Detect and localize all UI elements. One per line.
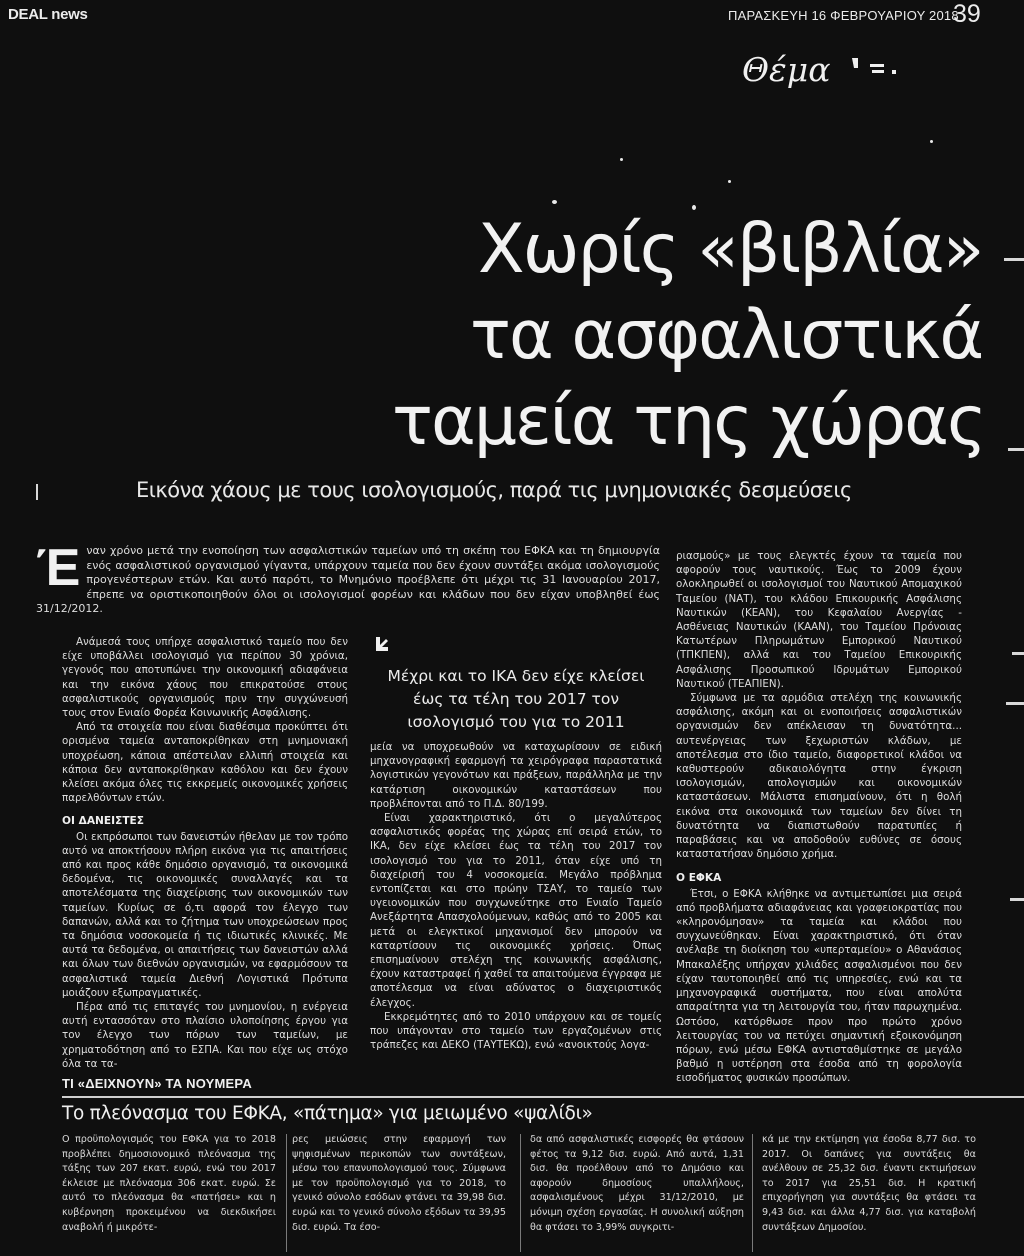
paragraph: Έτσι, ο ΕΦΚΑ κλήθηκε να αντιμετωπίσει μια σειρά από προβλήματα αδιαφάνειας και γραφειοκρατίας που «κληρονόμησαν» τα ταμεία και κλάδοι που συγχωνεύθηκαν. Είναι χαρακτηριστικό, ότι όταν ανέλαβε τη διοίκηση του «υπερταμείου» ο Αθανάσιος Μπακαλέξης υπήρχαν χιλιάδες ασφαλισμένοι που δεν είχαν ταυτοποιηθεί από τις υπηρεσίες, ενώ και τα μηχανογραφικά συστήματα, που είναι απολύτα απαραίτητα για τη λειτουργία του, ήταν παρωχημένα. Ωστόσο, κατόρθωσε προν προ πρώτο χρόνο λειτουργίας του να πετύχει σημαντική εξοικονόμηση πόρων, ενώ μέσω ΕΦΚΑ αντισταθμίστηκε σε μεγάλο βαθμό η υστέρηση στα έσοδα από τη φορολογία εισοδήματος φυσικών προσώπων. bbox=[676, 887, 962, 1085]
box-divider bbox=[62, 1096, 1024, 1098]
column-separator bbox=[752, 1134, 753, 1252]
headline-line-2: τα ασφαλιστικά bbox=[470, 296, 983, 375]
scan-speckle bbox=[552, 200, 557, 204]
pullquote: Μέχρι και το ΙΚΑ δεν είχε κλείσει έως τα τέλη του 2017 τον ισολογισμό του για το 2011 bbox=[387, 667, 645, 731]
subtitle: Εικόνα χάους με τους ισολογισμούς, παρά τις μνημονιακές δεσμεύσεις bbox=[136, 478, 852, 502]
edge-mark bbox=[1010, 898, 1024, 901]
box-kicker: ΤΙ «ΔΕΙΧΝΟΥΝ» ΤΑ ΝΟΥΜΕΡΑ bbox=[62, 1076, 252, 1091]
column-separator bbox=[520, 1134, 521, 1252]
box-column-3: δα από ασφαλιστικές εισφορές θα φτάσουν φέτος τα 9,12 δισ. ευρώ. Από αυτά, 1,31 δισ. θα προέλθουν από το Δημόσιο και αφορούν δημοσίους υπαλλήλους, ασφαλισμένους μέχρι 31/12/2010, με μόνιμη σχέση εργασίας. Η συνολική αύξηση θα φτάσει το 3,99% συγκριτι- bbox=[530, 1134, 744, 1233]
headline-line-1: Χωρίς «βιβλία» bbox=[478, 210, 983, 289]
issue-date: ΠΑΡΑΣΚΕΥΗ 16 ΦΕΒΡΟΥΑΡΙΟΥ 2018 bbox=[728, 8, 959, 23]
page-number: 39 bbox=[953, 0, 981, 28]
edge-mark bbox=[1012, 652, 1024, 655]
paragraph: Σύμφωνα με τα αρμόδια στελέχη της κοινωνικής ασφάλισης, ακόμη και οι ενοποιήσεις ασφαλιστικών οργανισμών δεν απέκλεισαν τη δυνατότητα... αυτενέργειας των ξεχωριστών κλάδων, με αποτέλεσμα στο ίδιο ταμείο, διαφορετικοί κλάδοι να καθυστερούν αδικαιολόγητα στην έγκριση ισολογισμών, απολογισμών και οικονομικών καταστάσεων. Μάλιστα επισημαίνουν, ότι η θολή εικόνα στα οικονομικά των ταμείων δεν δίνει τη δυνατότητα να διαπιστωθούν παρατυπίες ή παραβάσεις και να αποδοθούν ευθύνες σε όσους καταστατήσαν δημόσιο χρήμα. bbox=[676, 692, 962, 861]
headline-line-3: ταμεία της χώρας bbox=[392, 382, 985, 461]
box-title: Το πλεόνασμα του ΕΦΚΑ, «πάτημα» για μειωμένο «ψαλίδι» bbox=[62, 1103, 593, 1124]
scan-speckle bbox=[620, 158, 623, 161]
edge-mark bbox=[1004, 258, 1024, 261]
box-column-4: κά με την εκτίμηση για έσοδα 8,77 δισ. το 2017. Οι δαπάνες για συντάξεις θα ανέλθουν σε 25,32 δισ. έναντι εκτιμήσεων το 2017 για 25,51 δισ. Η κρατική επιχορήγηση για συντάξεις θα φτάσει τα 9,43 δισ. και άλλα 4,77 δισ. για καταβολή συντάξεων Δημοσίου. bbox=[762, 1134, 976, 1233]
paragraph: Εκκρεμότητες από το 2010 υπάρχουν και σε τομείς που υπάγονταν στο ταμείο των εργαζομένων στις τράπεζες και ΔΕΚΟ (ΤΑΥΤΕΚΩ), ενώ «ανοικτούς λογα- bbox=[370, 1010, 662, 1052]
paragraph: μεία να υποχρεωθούν να καταχωρίσουν σε ειδική μηχανογραφική εφαρμογή τα χειρόγραφα παραστατικά λογιστικών γεγονότων και πράξεων, παράλληλα με την κατάρτιση οικονομικών καταστάσεων που προβλέπονται από το Π.Δ. 80/199. bbox=[370, 741, 662, 810]
lead-paragraph bbox=[36, 539, 660, 617]
section-ornament-icon bbox=[848, 52, 908, 90]
box-column-2: ρες μειώσεις στην εφαρμογή των ψηφισμένων περικοπών των συντάξεων, μέσω του επανυπολογισμού τους. Σύμφωνα με τον προϋπολογισμό για το 2018, το γενικό σύνολο εσόδων φτάνει τα 39,98 δισ. ευρώ και το γενικό σύνολο εξόδων τα 39,95 δισ. ευρώ. Τα έσο- bbox=[292, 1134, 506, 1233]
publication-name: DEAL news bbox=[8, 6, 88, 23]
article-column-1 bbox=[62, 635, 348, 1071]
paragraph: Από τα στοιχεία που είναι διαθέσιμα προκύπτει ότι ορισμένα ταμεία ανταποκρίθηκαν στη μνημονιακή υποχρέωση, κάποια απέστειλαν ελλιπή στοιχεία και κάποια δεν ανταποκρίθηκαν καθόλου και δεν έχουν κλείσει ακόμα όλες τις εκκρεμείς οικονομικές χρήσεις παρελθόντων ετών. bbox=[62, 721, 348, 805]
paragraph: Είναι χαρακτηριστικό, ότι ο μεγαλύτερος ασφαλιστικός φορέας της χώρας επί σειρά ετών, το ΙΚΑ, δεν είχε κλείσει έως τα τέλη του 2017 τον ισολογισμό του για το 2011, όταν είχε υπό τη διαχείρισή του 4 νοσοκομεία. Μεγάλο πρόβλημα εντοπίζεται και στο πρώην ΤΣΑΥ, το ταμείο των υγειονομικών που συγχωνεύτηκε στο Ενιαίο Ταμείο Ανεξάρτητα Απασχολούμενων, καθώς από το 2005 και μετά οι ελεγκτικοί μηχανισμοί δεν μπορούν να καταρτίσουν τις οικονομικές χρήσεις. Όπως επισημαίνουν στελέχη της κοινωνικής ασφάλισης, έχουν καταστραφεί ή χαθεί τα απαιτούμενα έγγραφα με αποτέλεσμα να είναι αδύνατος ο διαχειριστικός έλεγχος. bbox=[370, 812, 662, 1009]
section-title: Θέμα bbox=[742, 50, 831, 89]
paragraph: Ανάμεσά τους υπήρχε ασφαλιστικό ταμείο που δεν είχε υποβάλλει ισολογισμό για περίπου 30 χρόνια, γεγονός που αποτυπώνει την οικονομική αδιαφάνεια και την εικόνα χάους που επικρατούσε στους ασφαλιστικούς οργανισμούς πριν την συγχώνευσή τους στον Ενιαίο Φορέα Κοινωνικής Ασφάλισης. bbox=[62, 636, 348, 720]
scan-speckle bbox=[728, 180, 731, 183]
dropcap: Έ bbox=[36, 539, 81, 597]
subheading-lenders: ΟΙ ΔΑΝΕΙΣΤΕΣ bbox=[62, 815, 145, 828]
article-column-2 bbox=[370, 740, 662, 1052]
edge-mark bbox=[1006, 702, 1024, 705]
subheading-efka: Ο ΕΦΚΑ bbox=[676, 872, 722, 885]
scan-speckle bbox=[930, 140, 933, 143]
paragraph: ριασμούς» με τους ελεγκτές έχουν τα ταμεία που αφορούν τους ναυτικούς. Έως το 2009 έχουν ολοκληρωθεί οι ισολογισμοί του Ναυτικού Απομαχικού Ταμείου (ΝΑΤ), του κλάδου Επικουρικής Ασφάλισης Ναυτικών (ΚΕΑΝ), του Κεφαλαίου Ανεργίας - Ασθένειας Ναυτικών (ΚΑΑΝ), του Ταμείου Πρόνοιας Κατωτέρων Πληρωμάτων Εμπορικού Ναυτικού (ΤΠΚΠΕΝ), αλλά και του Ταμείου Επικουρικής Ασφάλισης Προσωπικού Ιδρυμάτων Εμπορικού Ναυτικού (ΤΕΑΠΙΕΝ). bbox=[676, 550, 962, 690]
paragraph: Οι εκπρόσωποι των δανειστών ήθελαν με τον τρόπο αυτό να αποκτήσουν πλήρη εικόνα για τις απαιτήσεις από και προς κάθε δημόσιο οργανισμό, τα οικονομικά δεδομένα, τις οικονομικές συναλλαγές και τα αποτελέσματα της διαχείρισης των οικονομικών των ταμείων. Κυρίως σε ό,τι αφορά τον έλεγχο των δαπανών, αλλά και το ζήτημα των υποχρεώσεων προς τα δημόσια νοσοκομεία ή τις ιδιωτικές κλινικές. Με αυτά τα δεδομένα, οι απαιτήσεις των δανειστών αλλά και όλων των διεθνών οργανισμών, να εφαρμόσουν τα ασφαλιστικά ταμεία Διεθνή Λογιστικά Πρότυπα μοιάζουν εξωπραγματικές. bbox=[62, 830, 348, 999]
lead-text: ναν χρόνο μετά την ενοποίηση των ασφαλιστικών ταμείων υπό τη σκέπη του ΕΦΚΑ και τη δημιουργία ενός ασφαλιστικού οργανισμού γίγαντα, υπάρχουν ταμεία που δεν έχουν συντάξει ακόμα ισολογισμούς προγενέστερων ετών. Και αυτό παρότι, το Μνημόνιο προέβλεπε ότι μέχρι τις 31 Ιανουαρίου 2017, έπρεπε να οριστικοποιηθούν όλοι οι ισολογισμοί φορέων και κλάδων που δεν είχαν υποβληθεί έως 31/12/2012. bbox=[36, 544, 660, 616]
pullquote-arrow-icon bbox=[374, 634, 390, 658]
article-column-3 bbox=[676, 549, 962, 1086]
edge-mark bbox=[1008, 448, 1024, 451]
edge-mark bbox=[36, 484, 38, 500]
paragraph: Πέρα από τις επιταγές του μνημονίου, η ενέργεια αυτή εντασσόταν στο πλαίσιο υλοποίησης έργου για τον έλεγχο των πόρων των ταμείων, με χρηματοδότηση από το ΕΣΠΑ. Και που είχε ως στόχο όλα τα τα- bbox=[62, 1001, 348, 1070]
box-column-1: Ο προϋπολογισμός του ΕΦΚΑ για το 2018 προβλέπει δημοσιονομικό πλεόνασμα της τάξης των 207 εκατ. ευρώ, ενώ του 2017 έκλεισε με πλεόνασμα 306 εκατ. ευρώ. Σε αυτό το πλεόνασμα θα «πατήσει» και η κυβέρνηση προκειμένου να διεκδικήσει αναβολή ή μικρότε- bbox=[62, 1134, 276, 1233]
column-separator bbox=[286, 1134, 287, 1252]
